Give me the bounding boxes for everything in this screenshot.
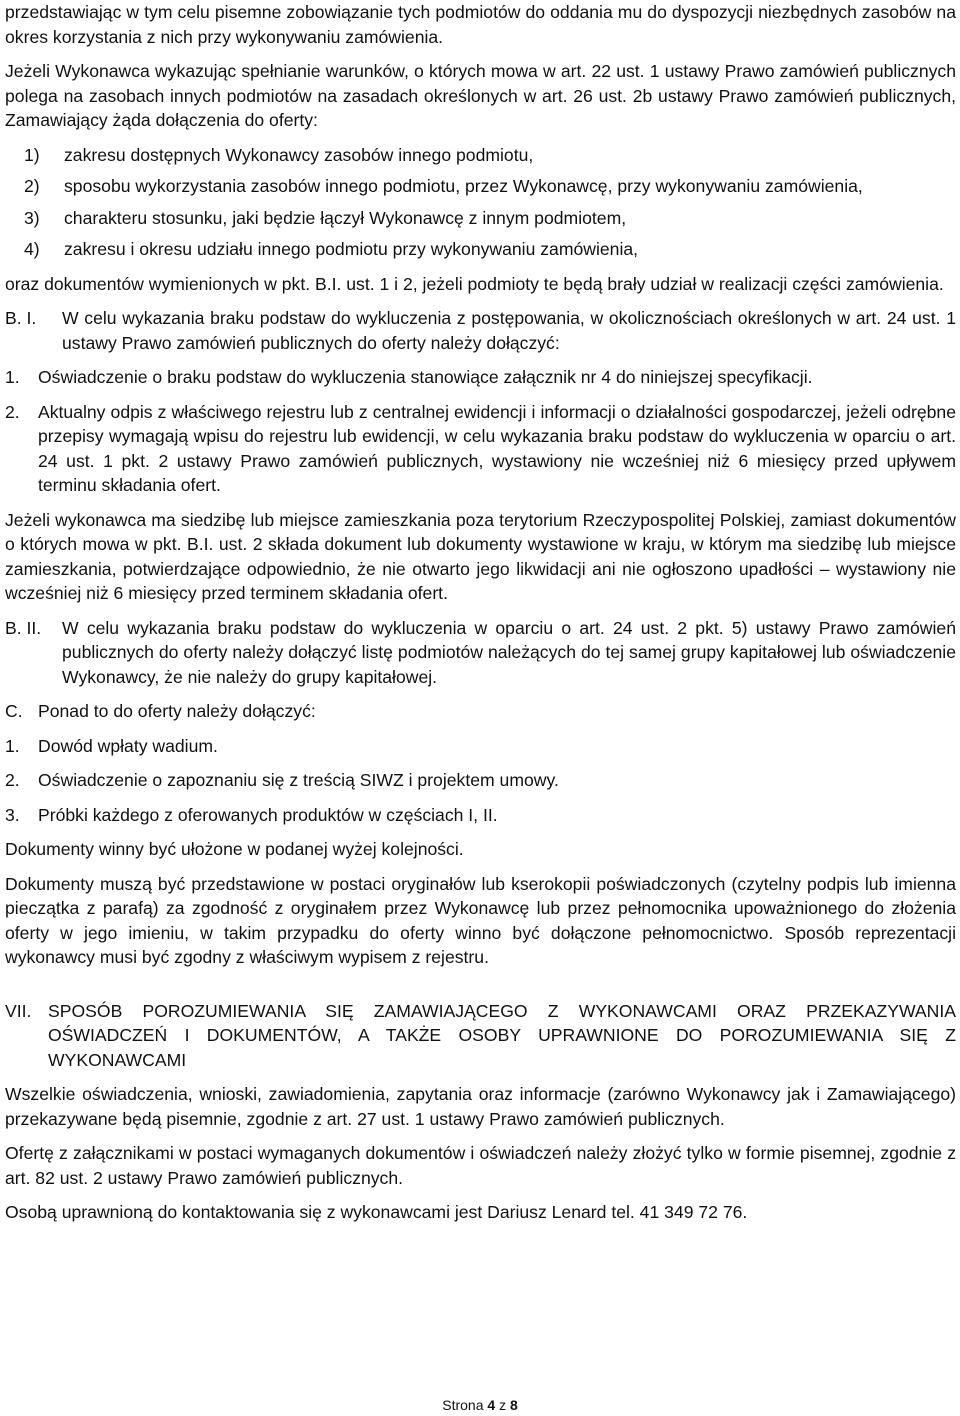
paragraph-offer-form: Ofertę z załącznikami w postaci wymaganych dokumentów i oświadczeń należy złożyć tylko w formie pisemnej, zgodnie z art. 82 ust. 2 ustawy Prawo zamówień publicznych. xyxy=(5,1143,956,1188)
list-item xyxy=(5,400,956,498)
section-text: W celu wykazania braku podstaw do wykluczenia w oparciu o art. 24 ust. 2 pkt. 5) ustawy Prawo zamówień publicznych do oferty należy dołączyć listę podmiotów należących do tej samej grupy kapitałowej lub oświadczenie Wykonawcy, że nie należy do grupy kapitałowej. xyxy=(62,617,956,687)
section-b2 xyxy=(5,616,956,690)
list-number: 1) xyxy=(24,144,40,165)
list-number: 4) xyxy=(24,239,40,259)
list-text: sposobu wykorzystania zasobów innego podmiotu, przez Wykonawcę, przy wykonywaniu zamówienia, xyxy=(64,176,863,196)
list-text: Oświadczenie o zapoznaniu się z treścią SIWZ i projektem umowy. xyxy=(38,770,559,790)
paragraph-communication: Wszelkie oświadczenia, wnioski, zawiadomienia, zapytania oraz informacje (zarówno Wykonawcy jak i Zamawiającego) przekazywane będą pisemnie, zgodnie z art. 27 ust. 1 ustawy Prawo zamówień publicznych. xyxy=(5,1084,956,1129)
paragraph-resources: Jeżeli Wykonawca wykazując spełnianie warunków, o których mowa w art. 22 ust. 1 ustawy Prawo zamówień publicznych polega na zasobach innych podmiotów na zasadach określonych w art. 26 ust. 2b ustawy Prawo zamówień publicznych, Zamawiający żąda dołączenia do oferty: xyxy=(5,61,956,130)
list-item xyxy=(5,734,956,759)
list-number: 1. xyxy=(5,367,20,387)
paragraph-continuation: przedstawiając w tym celu pisemne zobowiązanie tych podmiotów do oddania mu do dyspozycji niezbędnych zasobów na okres korzystania z nich przy wykonywaniu zamówienia. xyxy=(5,2,956,47)
footer-total-pages: 8 xyxy=(509,1397,518,1413)
section-text: W celu wykazania braku podstaw do wykluczenia z postępowania, w okolicznościach określonych w art. 24 ust. 1 ustawy Prawo zamówień publicznych do oferty należy dołączyć: xyxy=(62,308,956,353)
document-page xyxy=(5,0,956,1225)
section-text: Ponad to do oferty należy dołączyć: xyxy=(38,701,316,721)
list-item xyxy=(5,206,956,231)
section-title: SPOSÓB POROZUMIEWANIA SIĘ ZAMAWIAJĄCEGO Z WYKONAWCAMI ORAZ PRZEKAZYWANIA OŚWIADCZEŃ I DOKUMENTÓW, A TAKŻE OSOBY UPRAWNIONE DO POROZUMIEWANIA SIĘ Z WYKONAWCAMI xyxy=(48,1000,956,1070)
resources-list xyxy=(5,143,956,262)
list-text: Aktualny odpis z właściwego rejestru lub z centralnej ewidencji i informacji o działalności gospodarczej, jeżeli odrębne przepisy wymagają wpisu do rejestru lub ewidencji, w celu wykazania braku podstaw do wykluczenia w oparciu o art. 24 ust. 1 pkt. 2 ustawy Prawo zamówień publicznych, wystawiony nie wcześniej niż 6 miesięcy przed upływem terminu składania ofert. xyxy=(38,401,956,495)
paragraph-copies: Dokumenty muszą być przedstawione w postaci oryginałów lub kserokopii poświadczonych (czytelny podpis lub imienna pieczątka z parafą) za zgodność z oryginałem przez Wykonawcę lub przez pełnomocnika upoważnionego do złożenia oferty w jego imieniu, w takim przypadku do oferty winno być dołączone pełnomocnictwo. Sposób reprezentacji wykonawcy musi być zgodny z właściwym wypisem z rejestru. xyxy=(5,873,956,967)
footer-separator: z xyxy=(499,1397,507,1413)
list-item xyxy=(5,143,956,168)
order-note: Dokumenty winny być ułożone w podanej wyżej kolejności. xyxy=(5,839,464,859)
list-text: Oświadczenie o braku podstaw do wykluczenia stanowiące załącznik nr 4 do niniejszej specyfikacji. xyxy=(38,367,813,387)
section-b1 xyxy=(5,306,956,355)
list-text: zakresu i okresu udziału innego podmiotu przy wykonywaniu zamówienia, xyxy=(64,239,639,259)
section-number: VII. xyxy=(5,1000,32,1021)
list-number: 1. xyxy=(5,735,20,756)
paragraph-resources-closing: oraz dokumentów wymienionych w pkt. B.I. ust. 1 i 2, jeżeli podmioty te będą brały udział w realizacji części zamówienia. xyxy=(5,273,944,294)
section-c xyxy=(5,699,956,724)
list-number: 2. xyxy=(5,770,20,790)
paragraph-contact: Osobą uprawnioną do kontaktowania się z wykonawcami jest Dariusz Lenard tel. 41 349 72 76. xyxy=(5,1202,748,1222)
list-text: zakresu dostępnych Wykonawcy zasobów innego podmiotu, xyxy=(64,144,534,165)
list-item xyxy=(5,365,956,390)
list-number: 3) xyxy=(24,207,40,228)
paragraph-foreign: Jeżeli wykonawca ma siedzibę lub miejsce zamieszkania poza terytorium Rzeczypospolitej Polskiej, zamiast dokumentów o których mowa w pkt. B.I. ust. 2 składa dokument lub dokumenty wystawione w kraju, w którym ma siedzibę lub miejsce zamieszkania, potwierdzające odpowiednio, że nie otwarto jego likwidacji ani nie ogłoszono upadłości – wystawiony nie wcześniej niż 6 miesięcy przed terminem składania ofert. xyxy=(5,509,956,603)
list-number: 3. xyxy=(5,804,20,825)
list-item xyxy=(5,768,956,793)
section-number: B. I. xyxy=(5,308,37,328)
list-number: 2. xyxy=(5,401,20,422)
section-vii-heading xyxy=(5,999,956,1073)
list-item xyxy=(5,174,956,199)
list-number: 2) xyxy=(24,176,40,196)
list-text: Dowód wpłaty wadium. xyxy=(38,735,218,756)
list-item xyxy=(5,237,956,262)
footer-prefix: Strona xyxy=(442,1397,484,1413)
section-number: B. II. xyxy=(5,617,42,638)
page-footer xyxy=(0,1397,960,1413)
list-text: charakteru stosunku, jaki będzie łączył Wykonawcę z innym podmiotem, xyxy=(64,207,627,228)
footer-current-page: 4 xyxy=(487,1397,496,1413)
list-item xyxy=(5,803,956,828)
section-number: C. xyxy=(5,701,23,721)
list-text: Próbki każdego z oferowanych produktów w częściach I, II. xyxy=(38,804,498,825)
